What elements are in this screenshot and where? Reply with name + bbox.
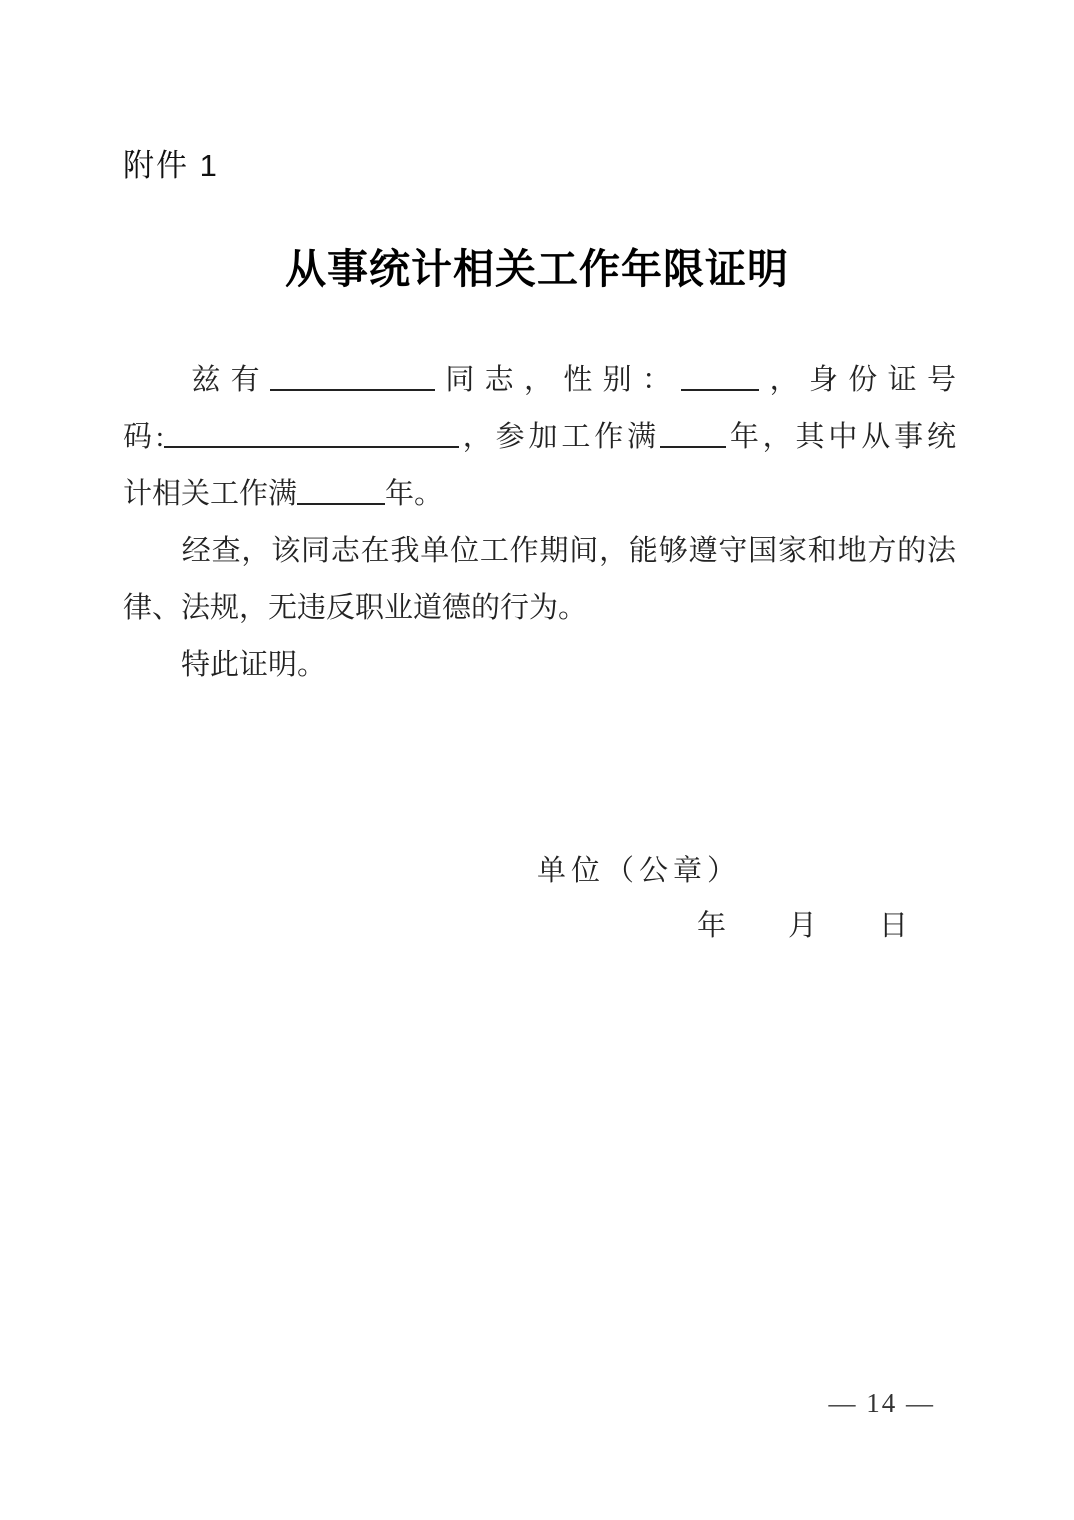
- id-number-blank: [164, 444, 459, 448]
- p1-text-stats-work: 计相关工作满: [123, 478, 298, 510]
- page-number: — 14 —: [828, 1388, 935, 1418]
- p2-text-line1: 经查，该同志在我单位工作期间，能够遵守国家和地方的法: [181, 535, 956, 567]
- stats-work-years-blank: [297, 501, 385, 505]
- paragraph2-line2: [123, 580, 956, 637]
- p1-text-work-since: ，参加工作满: [458, 421, 660, 453]
- unit-seal-label: 单位（公章）: [537, 855, 742, 887]
- p1-text-years-including: 年，其中从事统: [725, 421, 956, 453]
- document-title: 从事统计相关工作年限证明: [285, 246, 789, 292]
- attachment-label: 附件 1: [123, 148, 219, 183]
- paragraph3-line: [123, 637, 956, 694]
- date-line: [697, 903, 908, 944]
- total-work-years-blank: [660, 444, 726, 448]
- date-day-label: 日: [879, 910, 909, 942]
- p3-text-hereby-certify: 特此证明。: [181, 649, 327, 681]
- date-year-label: 年: [697, 910, 727, 942]
- paragraph2-line1: [123, 523, 956, 580]
- paragraph1-line1: [123, 352, 956, 409]
- p1-text-comrade-gender: 同志，性别：: [435, 364, 682, 396]
- p1-text-code-label: 码:: [123, 421, 164, 453]
- date-month-label: 月: [788, 910, 818, 942]
- paragraph1-line2: [123, 409, 956, 466]
- p1-text-idnumber-label: ，身份证号: [759, 364, 956, 396]
- p1-text-years-end: 年。: [385, 478, 444, 510]
- gender-blank: [681, 387, 759, 391]
- p1-text-intro: 兹有: [181, 364, 270, 396]
- paragraph1-line3: [123, 466, 956, 523]
- p2-text-line2: 律、法规，无违反职业道德的行为。: [123, 592, 588, 624]
- document-body: [123, 352, 956, 694]
- name-blank: [270, 387, 435, 391]
